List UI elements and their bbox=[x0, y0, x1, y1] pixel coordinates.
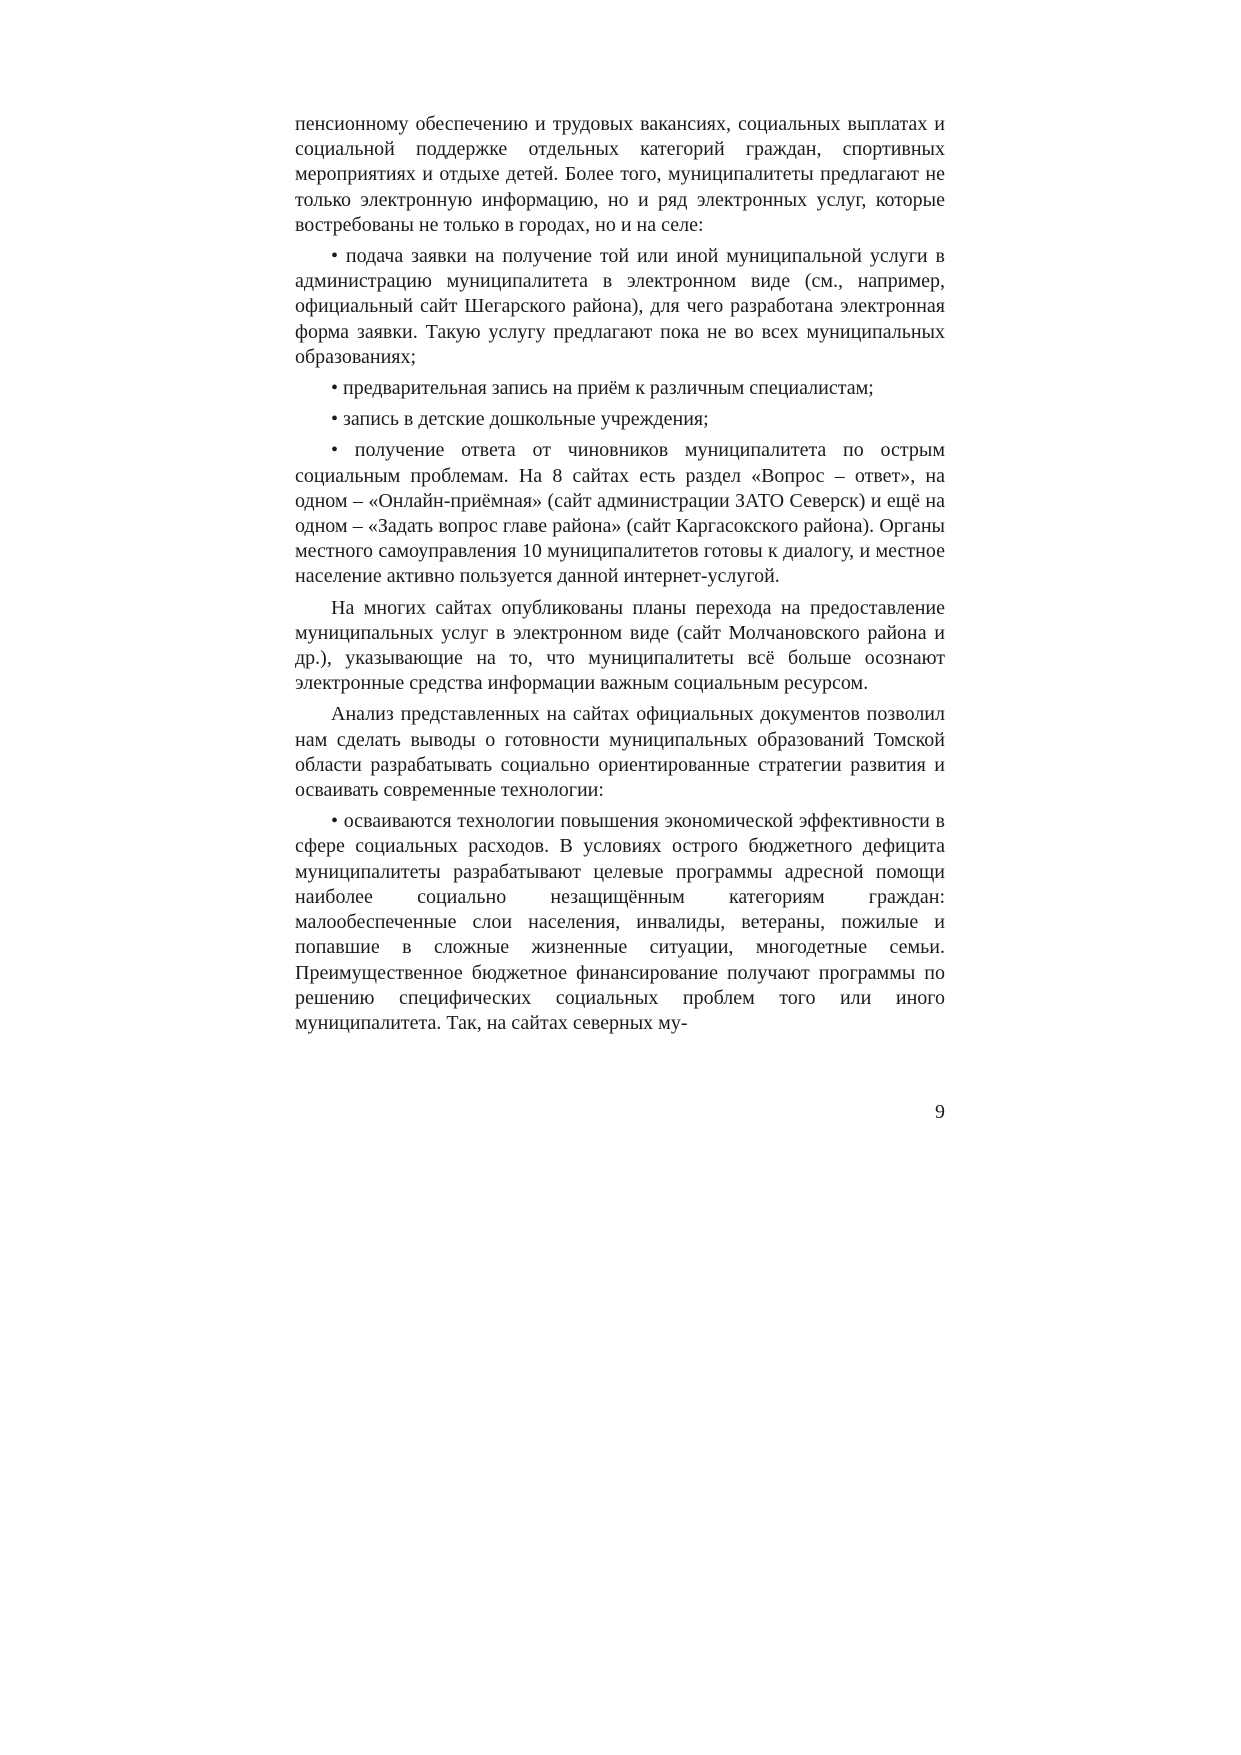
paragraph-analysis: Анализ представленных на сайтах официальных документов позволил нам сделать выводы о готовности муниципальных образований Томской области разрабатывать социально ориентированные стратегии развития и осваивать современные технологии: bbox=[295, 703, 945, 802]
paragraph-continuation: пенсионному обеспечению и трудовых вакансиях, социальных выплатах и социальной поддержке отдельных категорий граждан, спортивных мероприятиях и отдыхе детей. Более того, муниципалитеты предлагают не только электронную информацию, но и ряд электронных услуг, которые востребованы не только в городах, но и на селе: bbox=[295, 113, 945, 236]
page-number: 9 bbox=[935, 1101, 945, 1123]
bullet-item-officials-answer: • получение ответа от чиновников муниципалитета по острым социальным проблемам. На 8 сайтах есть раздел «Вопрос – ответ», на одном – «Онлайн-приёмная» (сайт администрации ЗАТО Северск) и ещё на одном – «Задать вопрос главе района» (сайт Каргасокского района). Органы местного самоуправления 10 муниципалитетов готовы к диалогу, и местное население активно пользуется данной интернет-услугой. bbox=[295, 438, 945, 589]
bullet-item-efficiency: • осваиваются технологии повышения экономической эффективности в сфере социальных расходов. В условиях острого бюджетного дефицита муниципалитеты разрабатывают целевые программы адресной помощи наиболее социально незащищённым категориям граждан: малообеспеченные слои населения, инвалиды, ветераны, пожилые и попавшие в сложные жизненные ситуации, многодетные семьи. Преимущественное бюджетное финансирование получают программы по решению специфических социальных проблем того или иного муниципалитета. Так, на сайтах северных му- bbox=[295, 809, 945, 1036]
bullet-item-kindergarten: • запись в детские дошкольные учреждения; bbox=[295, 407, 945, 432]
bullet-item-application: • подача заявки на получение той или иной муниципальной услуги в администрацию муниципалитета в электронном виде (см., например, официальный сайт Шегарского района), для чего разработана электронная форма заявки. Такую услугу предлагают пока не во всех муниципальных образованиях; bbox=[295, 244, 945, 370]
paragraph-transition-plans: На многих сайтах опубликованы планы перехода на предоставление муниципальных услуг в электронном виде (сайт Молчановского района и др.), указывающие на то, что муниципалитеты всё больше осознают электронные средства информации важным социальным ресурсом. bbox=[295, 596, 945, 695]
body-text bbox=[295, 112, 945, 1036]
bullet-item-appointment: • предварительная запись на приём к различным специалистам; bbox=[295, 376, 945, 401]
